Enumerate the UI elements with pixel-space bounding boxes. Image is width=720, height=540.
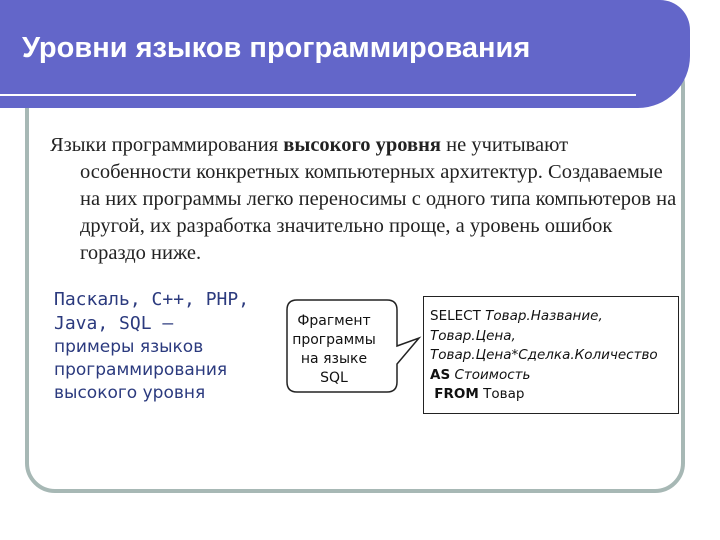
sql-line-1-rest: Товар.Название, xyxy=(480,308,603,324)
slide-frame xyxy=(25,55,685,493)
sql-keyword-select: SELECT xyxy=(430,308,481,324)
sql-line-3: Товар.Цена*Сделка.Количество xyxy=(430,347,658,363)
examples-block xyxy=(54,288,274,405)
slide-title: Уровни языков программирования xyxy=(22,32,531,64)
callout-text: Фрагмент программы на языке SQL xyxy=(292,313,376,386)
sql-keyword-from: FROM xyxy=(434,386,479,402)
sql-line-5-rest: Товар xyxy=(478,386,525,402)
examples-caption: примеры языков программирования высокого уровня xyxy=(54,337,228,403)
examples-languages: Паскаль, С++, PHP, Java, SQL – xyxy=(54,289,250,334)
sql-line-4 xyxy=(430,366,678,386)
paragraph-bold: высокого уровня xyxy=(283,134,442,156)
title-bar xyxy=(0,0,690,108)
sql-line-2: Товар.Цена, xyxy=(430,327,516,344)
paragraph-part1: Языки программирования xyxy=(50,134,284,156)
title-underline xyxy=(0,94,636,96)
paragraph-part2: не учитывают особенности конкретных компьютерных архитектур. Создаваемые на них программы легко переносимы с одного типа компьютеров на другой, их разработка значительно проще, а уровень ошибок гораздо ниже. xyxy=(80,134,677,264)
main-paragraph xyxy=(50,132,680,267)
sql-line-5 xyxy=(430,385,678,405)
sql-line-4-rest: Стоимость xyxy=(450,366,531,383)
sql-keyword-as: AS xyxy=(430,366,451,383)
sql-line-1 xyxy=(430,307,678,327)
sql-code-box xyxy=(423,296,679,414)
